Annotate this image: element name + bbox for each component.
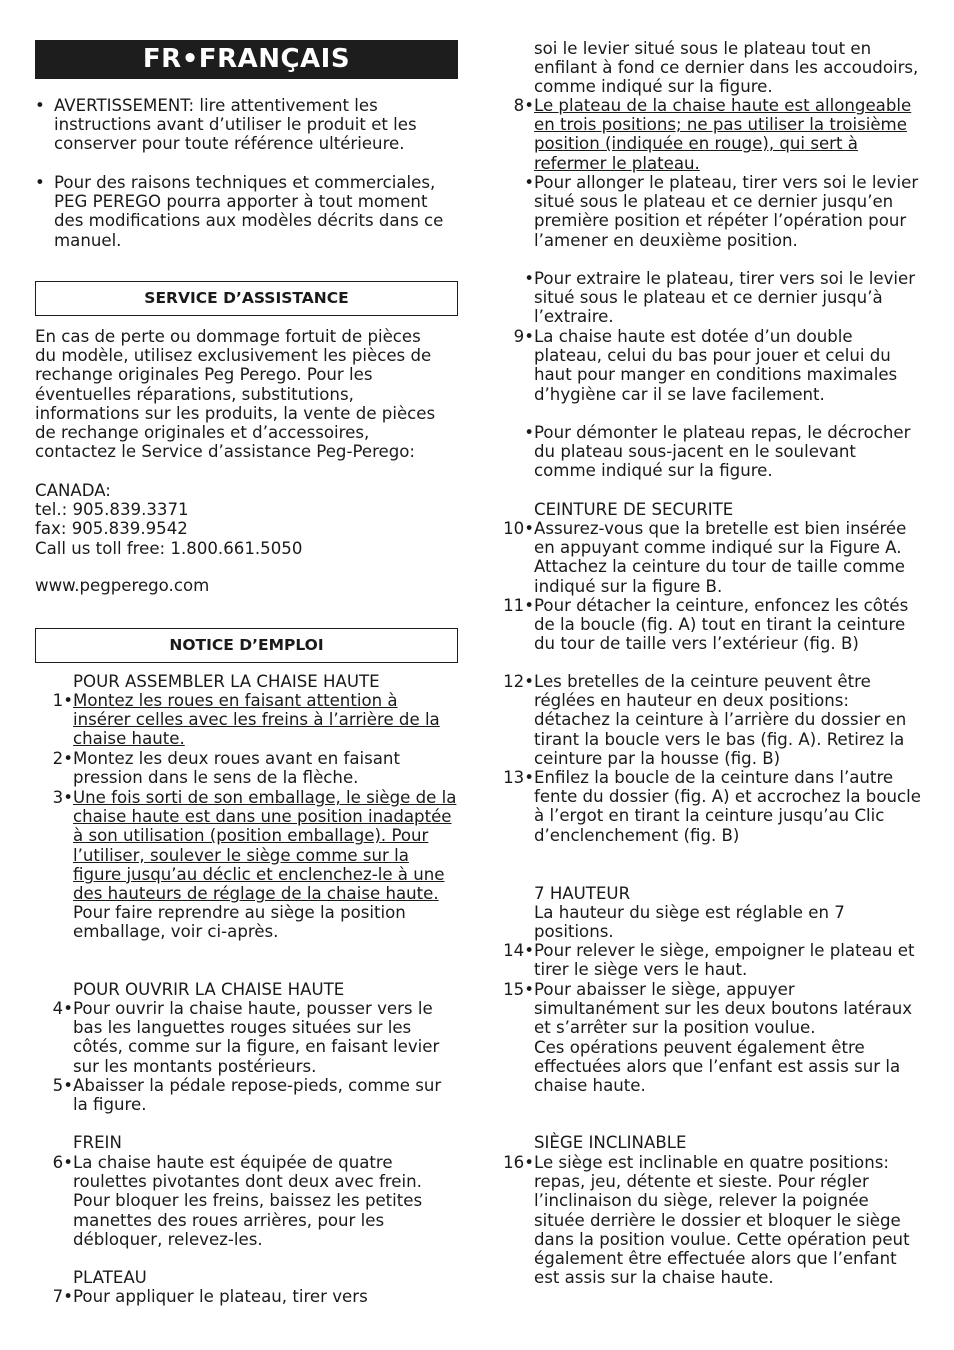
heading-open: POUR OUVRIR LA CHAISE HAUTE [73, 980, 345, 999]
list-item: 1• Montez les roues en faisant attention à insérer celles avec les freins à l’arrière de la chaise haute. [52, 691, 440, 749]
heading-tray: PLATEAU [73, 1268, 147, 1287]
list-item: 5• Abaisser la pédale repose-pieds, comme sur la figure. [52, 1076, 442, 1115]
height-text: La hauteur du siège est réglable en 7 positions. [534, 903, 845, 942]
list-item: 4• Pour ouvrir la chaise haute, pousser vers le bas les languettes rouges situées sur les côtés, comme sur la figure, en faisant levier sur les montants postérieurs. [52, 999, 440, 1076]
notice-paragraph [35, 173, 458, 250]
tray-continued: soi le levier situé sous le plateau tout en enfilant à fond ce dernier dans les accoudoirs, comme indiqué sur la figure. [534, 39, 919, 97]
list-item: 12• Les bretelles de la ceinture peuvent être réglées en hauteur en deux positions: détachez la ceinture à l’arrière du dossier en tirant la boucle vers le bas (fig. A). Retirez la ceinture par la housse (fig. B) [503, 672, 907, 768]
heading-assemble: POUR ASSEMBLER LA CHAISE HAUTE [73, 672, 380, 691]
list-item: 11• Pour détacher la ceinture, enfoncez les côtés de la boucle (fig. A) tout en tirant la ceinture du tour de taille vers l’extérieur (fig. B) [503, 596, 909, 654]
warning-text: AVERTISSEMENT: lire attentivement les instructions avant d’utiliser le produit et les conserver pour toute référence ultérieure. [54, 96, 417, 154]
heading-brake: FREIN [73, 1133, 122, 1152]
warning-paragraph [35, 96, 458, 154]
notice-text: Pour des raisons techniques et commerciales, PEG PEREGO pourra apporter à tout moment des modifications aux modèles décrits dans ce manuel. [54, 173, 444, 250]
bullet-icon: • [35, 173, 45, 192]
list-item: 16• Le siège est inclinable en quatre positions: repas, jeu, détente et sieste. Pour régler l’inclinaison du siège, relever la poignée située derrière le dossier et bloquer le siège dans la position voulue. Cette opération peut également être effectuée alors que l’enfant est assis sur la chaise haute. [503, 1153, 910, 1288]
list-item: 7• Pour appliquer le plateau, tirer vers [52, 1287, 368, 1306]
list-item: • Pour extraire le plateau, tirer vers soi le levier situé sous le plateau et ce dernier jusqu’à l’extraire. [524, 269, 916, 327]
list-item: 6• La chaise haute est équipée de quatre roulettes pivotantes dont deux avec frein. Pour bloquer les freins, baissez les petites manettes des roues arrières, pour les débloquer, relevez-les. [52, 1153, 423, 1249]
list-item: 15• Pour abaisser le siège, appuyer simultanément sur les deux boutons latéraux et s’arrêter sur la position voulue. Ces opérations peuvent également être effectuées alors que l’enfant est assis sur la chaise haute. [503, 980, 913, 1096]
list-item: 14• Pour relever le siège, empoigner le plateau et tirer le siège vers le haut. [503, 941, 915, 980]
list-item: 10• Assurez-vous que la bretelle est bien insérée en appuyant comme indiqué sur la Figure A. Attachez la ceinture du tour de taille comme indiqué sur la figure B. [503, 519, 907, 596]
heading-recline: SIÈGE INCLINABLE [534, 1133, 687, 1152]
service-section-title: SERVICE D’ASSISTANCE [35, 281, 458, 316]
heading-belt: CEINTURE DE SECURITE [534, 500, 734, 519]
service-body: En cas de perte ou dommage fortuit de pièces du modèle, utilisez exclusivement les pièces de rechange originales Peg Perego. Pour les éventuelles réparations, substitutions, informations sur les produits, la vente de pièces de rechange originales et d’accessoires, contactez le Service d’assistance Peg-Perego: [35, 327, 436, 462]
list-item: 3• Une fois sorti de son emballage, le siège de la chaise haute est dans une position inadaptée à son utilisation (position emballage). Pour l’utiliser, soulever le siège comme sur la figure jusqu’au déclic et enclenchez-le à une des hauteurs de réglage de la chaise haute. Pour faire reprendre au siège la position emballage, voir ci-après. [52, 788, 457, 942]
notice-section-title: NOTICE D’EMPLOI [35, 628, 458, 663]
list-item: 8• Le plateau de la chaise haute est allongeable en trois positions; ne pas utiliser la troisième position (indiquée en rouge), qui sert à refermer le plateau. [513, 96, 912, 173]
contact-country: CANADA: [35, 481, 111, 500]
list-item: 2• Montez les deux roues avant en faisant pression dans le sens de la flèche. [52, 749, 400, 788]
list-item: • Pour démonter le plateau repas, le décrocher du plateau sous-jacent en le soulevant comme indiqué sur la figure. [524, 423, 911, 481]
list-item: 13• Enfilez la boucle de la ceinture dans l’autre fente du dossier (fig. A) et accrochez la boucle à l’ergot en tirant la ceinture jusqu’au Clic d’enclenchement (fig. B) [503, 768, 921, 845]
contact-tel: tel.: 905.839.3371 [35, 500, 189, 520]
website-link[interactable]: www.pegperego.com [35, 576, 210, 595]
bullet-icon: • [35, 96, 45, 115]
contact-fax: fax: 905.839.9542 [35, 519, 188, 539]
contact-block [35, 481, 445, 558]
heading-height: 7 HAUTEUR [534, 884, 631, 903]
contact-tollfree: Call us toll free: 1.800.661.5050 [35, 538, 303, 558]
page-title: FR•FRANÇAIS [35, 40, 458, 79]
list-item: 9• La chaise haute est dotée d’un double plateau, celui du bas pour jouer et celui du haut pour manger en conditions maximales d’hygiène car il se lave facilement. [513, 327, 898, 404]
list-item: • Pour allonger le plateau, tirer vers soi le levier situé sous le plateau et ce dernier jusqu’en première position et répéter l’opération pour l’amener en deuxième position. [524, 173, 919, 250]
